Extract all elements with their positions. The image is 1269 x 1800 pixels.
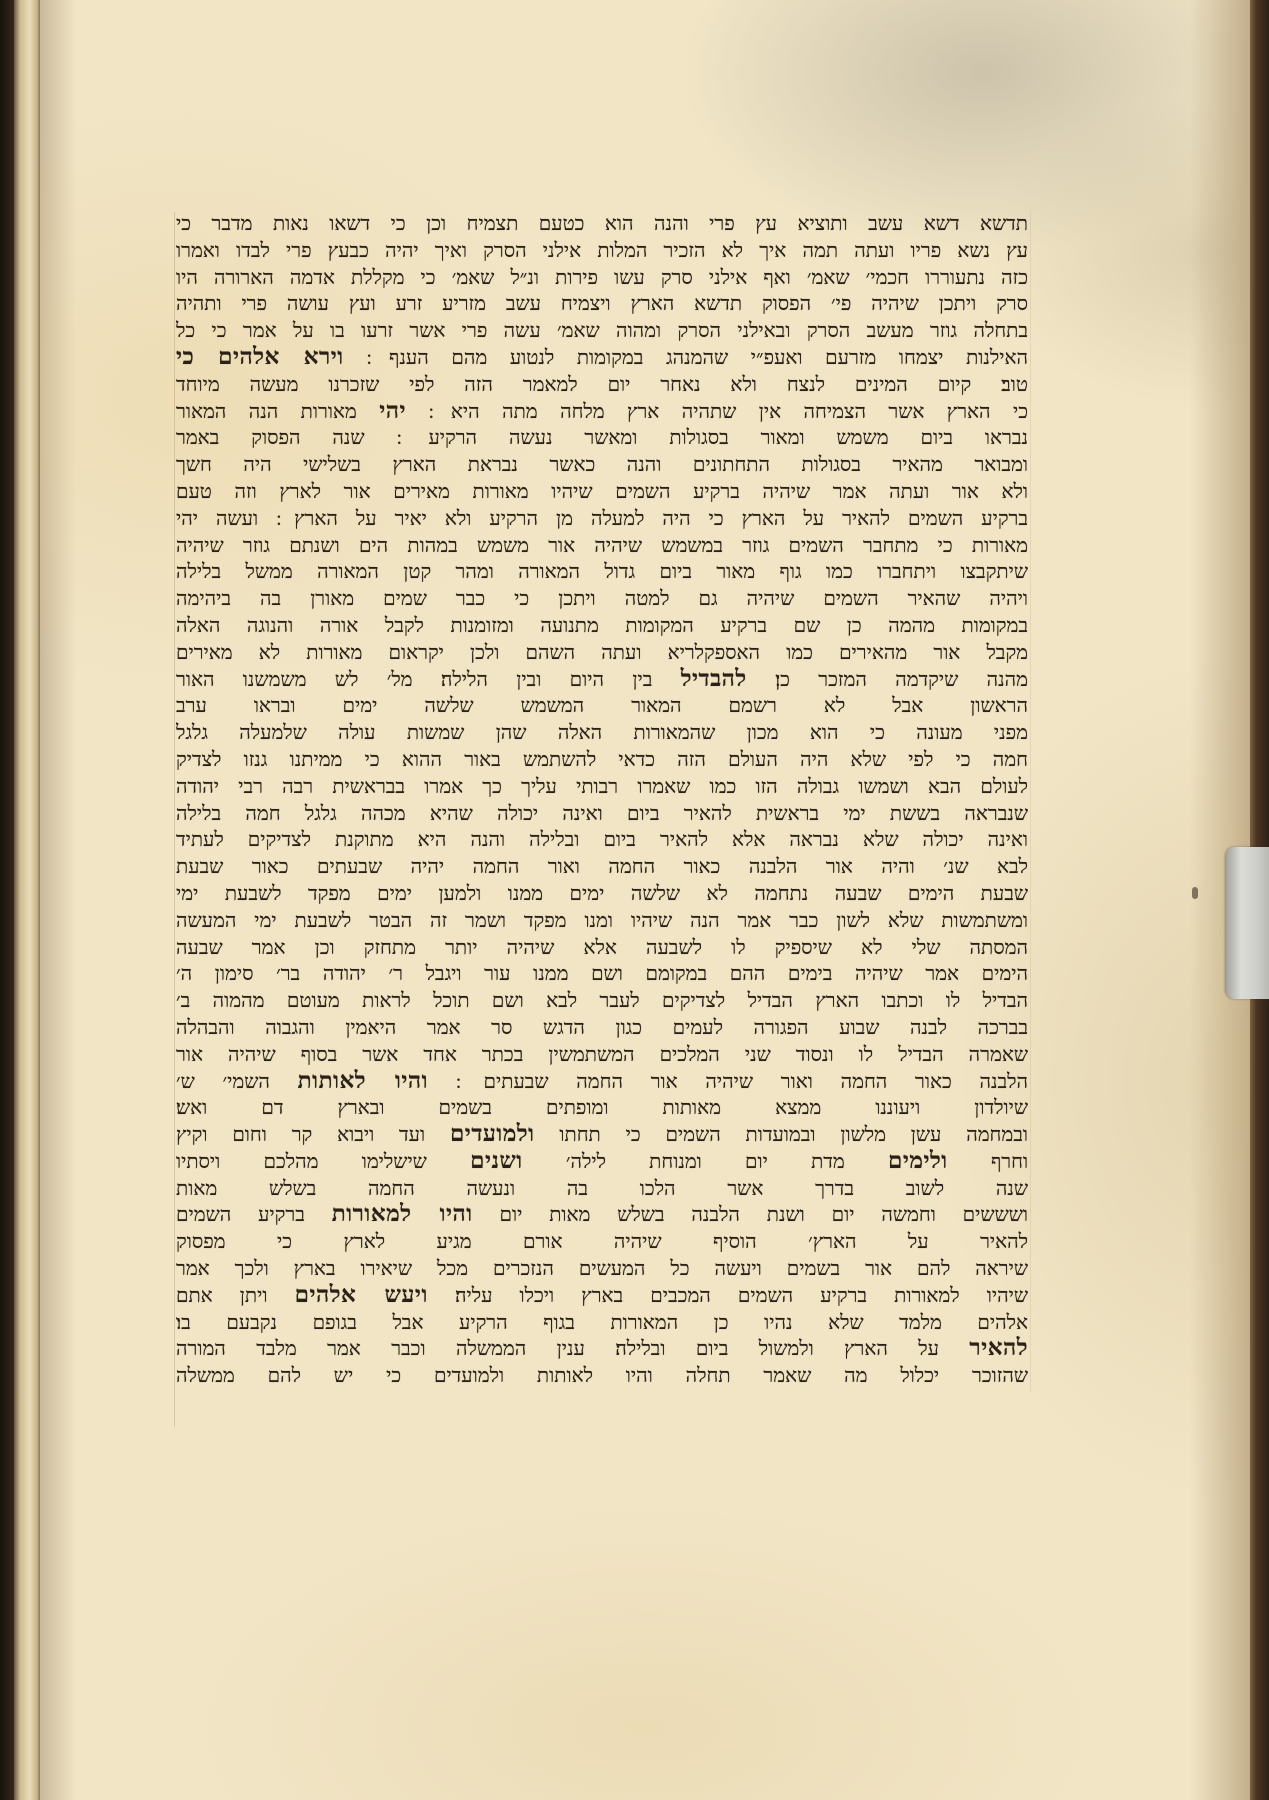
text-line bbox=[176, 827, 1028, 854]
text-span: לארץ כי מפסוק bbox=[176, 1231, 386, 1254]
lemma-heading: והיו למאורות bbox=[331, 1202, 473, 1227]
text-span: דם ואש׃ bbox=[176, 1097, 284, 1120]
lemma-heading: להאיר bbox=[969, 1336, 1028, 1361]
text-line bbox=[176, 801, 1028, 828]
lemma-heading: ולימים bbox=[888, 1148, 948, 1173]
text-span: שיולדון ויעוננו ממצא מאותות ומופתים בשמים ובארץ bbox=[337, 1097, 1028, 1120]
text-span: מאורות כי מתחבר השמים גוזר במשמש שיהיה אור משמש במהות הים ושנתם גוזר שיהיה bbox=[176, 534, 1028, 557]
text-span: תדשא דשא עשב ותוציא עץ פרי והנה הוא כטעם תצמיח וכן כי דשאו נאות מדבר כי bbox=[176, 213, 1028, 235]
text-line bbox=[176, 613, 1028, 640]
text-line bbox=[176, 479, 1028, 506]
lemma-heading: והיו לאותות bbox=[297, 1068, 429, 1093]
text-line bbox=[176, 1310, 1028, 1337]
page-curl-edge bbox=[14, 0, 42, 1800]
text-span: מדת יום ומנוחת לילה׳ bbox=[565, 1150, 845, 1173]
text-line bbox=[176, 559, 1028, 586]
text-span: ושששים וחמשה יום ושנת הלבנה בשלש מאות יום bbox=[499, 1204, 1028, 1227]
text-span: מקבל אור מהאירים כמו האספקלריא ועתה השהם ולכן יקראום מאורות לא מאירים bbox=[176, 641, 1028, 664]
text-span: ויתן אתם bbox=[176, 1284, 268, 1307]
text-span: לעולם הבא ושמשו גבולה הזו כמו שאמרו רבותי עליך כך אמרו בבראשית רבה רבי יהודה bbox=[176, 775, 1028, 798]
text-line bbox=[176, 291, 1028, 318]
text-span: שנה הפסוק באמר bbox=[176, 427, 365, 450]
ruling-line-left bbox=[174, 212, 175, 1427]
text-span: הבדיל לו וכתבו הארץ הבדיל לצדיקים לעבר לבא ושם תוכל לראות מעוטם מהמוה ב׳ bbox=[176, 990, 1028, 1013]
text-span: שאמרה הבדיל לו ונסוד שני המלכים המשתמשין בכתר אחד אשר בסוף שיהיה אור bbox=[176, 1043, 1028, 1066]
text-line bbox=[176, 452, 1028, 479]
text-span: שהזוכר יכלול מה שאמר תחלה והיו לאותות ולמועדים כי יש להם ממשלה bbox=[176, 1365, 1028, 1388]
text-line bbox=[176, 506, 1028, 533]
text-span: שיתקבצו ויתחברו כמו גוף מאור ביום גדול המאורה ומהר קטן המאורה ממשל בלילה bbox=[176, 561, 1028, 584]
text-span: הימים אמר שיהיה בימים ההם במקומם ושם ממנו עור ויגבל ר׳ יהודה בר׳ סימון ה׳ bbox=[176, 963, 1028, 986]
text-span: במקומות מהמה כן שם ברקיע המקומות מתנועה ומזומנות לקבל אורה והנוגה האלה bbox=[176, 614, 1028, 637]
text-line bbox=[176, 693, 1028, 720]
text-span: ברקיע השמים להאיר על הארץ כי היה למעלה מן הרקיע ולא יאיר על הארץ ׃ ועשה יהי bbox=[176, 507, 1028, 530]
text-span: ויהיה שהאיר השמים שיהיה גם למטה ויתכן כי כבר שמים מאורן בה ביהימה bbox=[176, 588, 1028, 611]
text-line bbox=[176, 372, 1028, 399]
text-line bbox=[176, 908, 1028, 935]
text-line bbox=[176, 238, 1028, 265]
text-line bbox=[176, 586, 1028, 613]
text-span: המסתה שלי לא שיספיק לו לשבעה אלא שיהיה יותר מתחזק וכן אמר שבעה bbox=[176, 936, 1028, 959]
text-line bbox=[176, 720, 1028, 747]
text-span: הלכו בה ונעשה החמה בשלש מאות bbox=[176, 1177, 676, 1200]
text-span: ועד ויבוא קר וחום וקיץ bbox=[176, 1124, 426, 1147]
lemma-heading: ויעש אלהים bbox=[294, 1282, 428, 1307]
text-span: שנה bbox=[995, 1177, 1028, 1200]
text-span: שישלימו מהלכם ויסתיו bbox=[176, 1150, 427, 1173]
text-span: חמה כי לפי שלא היה העולם הזה כדאי להשתמש באור ההוא כי ממיתנו גנזו לצדיק bbox=[176, 748, 1028, 771]
text-span: עץ נשא פריו ועתה תמה איך לא הזכיר המלות אילני הסרק ואיך יהיה כבעץ פרי לבדו ואמרו bbox=[176, 239, 1028, 262]
text-span: מאורות הנה המאור bbox=[176, 400, 357, 423]
text-span: וחרף bbox=[990, 1150, 1028, 1173]
lemma-heading: ולמועדים bbox=[449, 1122, 535, 1147]
text-span: להאיר על הארץ׳ הוסיף שיהיה אורם מגיע bbox=[436, 1231, 1028, 1254]
text-line bbox=[176, 988, 1028, 1015]
text-line bbox=[176, 961, 1028, 988]
text-span: על הארץ ולמשול ביום ובלילה׃ ענין הממשלה וכבר אמר מלבד המורה bbox=[176, 1338, 939, 1361]
lemma-heading: יהי bbox=[379, 398, 407, 423]
text-span: כזה נתעוררו חכמי׳ שאמ׳ ואף אילני סרק עשו פירות ונ״ל שאמ׳ כי מקללת אדמה הארורה היו bbox=[176, 266, 1028, 289]
text-line bbox=[176, 881, 1028, 908]
text-line bbox=[176, 1122, 1028, 1149]
text-span: טוב׃ קיום המינים לנצח ולא נאחר יום למאמר הזה לפי שזכרנו מעשה מיוחד bbox=[176, 373, 1028, 396]
ink-mark bbox=[1192, 887, 1198, 899]
text-line bbox=[176, 533, 1028, 560]
manuscript-text-block bbox=[176, 211, 1028, 1390]
text-line bbox=[176, 854, 1028, 881]
text-line bbox=[176, 935, 1028, 962]
text-span: נבראו ביום משמש ומאור בסגולות ומאשר נעשה הרקיע ׃ bbox=[396, 427, 1028, 450]
text-span: הראשון אבל לא רשמם המאור bbox=[631, 695, 1028, 718]
text-line bbox=[176, 1256, 1028, 1283]
text-span: שנבראה בששת ימי בראשית להאיר ביום ואינה יכולה שהיא מכהה גלגל חמה בלילה bbox=[176, 802, 1028, 825]
text-span: ומשתמשות שלא לשון כבר אמר הנה שיהיו ומנו מפקד ושמר זה הבטר לשבעת ימי המעשה bbox=[176, 909, 1028, 932]
text-span: אלהים מלמד שלא נהיו כן המאורות בגוף הרקיע אבל בגופם bbox=[312, 1311, 1028, 1334]
text-line bbox=[176, 265, 1028, 292]
text-line bbox=[176, 1069, 1028, 1096]
text-line bbox=[176, 425, 1028, 452]
text-span: נקבעם בו׃ bbox=[176, 1311, 277, 1334]
text-span: בתחלה גוזר מעשב הסרק ובאילני הסרק ומהוה שאמ׳ עשה פרי אשר זרעו בו על אמר כי כל bbox=[176, 320, 1028, 343]
text-line bbox=[176, 318, 1028, 345]
text-line bbox=[176, 774, 1028, 801]
text-span: ולא אור ועתה אמר שיהיה ברקיע השמים שיהיו מאורות מאירים אור לארץ וזה טעם bbox=[176, 480, 1028, 503]
text-span: כי הארץ אשר הצמיחה אין שתהיה ארץ מלחה מתה היא ׃ bbox=[428, 400, 1028, 423]
text-span: שיהיו למאורות ברקיע השמים המכבים בארץ ויכלו עליה׃ bbox=[455, 1284, 1028, 1307]
text-line bbox=[176, 667, 1028, 694]
text-line bbox=[176, 1149, 1028, 1176]
text-span: מפני מעונה כי הוא מכון שהמאורות האלה שהן שמשות עולה שלמעלה גלגל bbox=[176, 722, 1028, 745]
text-line bbox=[176, 211, 1028, 238]
text-span: מהנה שיקדמה המזכר כן׃ bbox=[775, 668, 1028, 691]
text-span: בין היום ובין הלילה׃ מל׳ לש משמשנו האור bbox=[176, 668, 653, 691]
text-span: שבעת הימים שבעה נתחמה לא שלשה ימים ממנו ולמען ימים מפקד לשבעת ימי bbox=[176, 882, 1028, 905]
text-span: שיראה להם אור בשמים ויעשה כל המעשים הנזכרים מכל שיאירו בארץ ולכך אמר bbox=[176, 1258, 1028, 1281]
text-span: האילנות יצמחו מזרעם ואעפ״י שהמנהג במקומות לנטוע מהם הענף ׃ bbox=[366, 346, 1028, 369]
text-span: לבא שנ׳ והיה אור הלבנה כאור החמה ואור החמה יהיה שבעתים כאור שבעת bbox=[176, 856, 1028, 879]
text-line bbox=[176, 1015, 1028, 1042]
lemma-heading: להבדיל bbox=[680, 666, 747, 691]
text-line bbox=[176, 1283, 1028, 1310]
text-line bbox=[176, 1176, 1028, 1203]
text-span: ומבואר מהאיר בסגולות התחתונים והנה כאשר נבראת הארץ בשלישי היה חשך bbox=[176, 454, 1028, 477]
text-span: ובמחמה עשן מלשון ובמועדות השמים כי תחתו bbox=[559, 1124, 1028, 1147]
text-line bbox=[176, 1042, 1028, 1069]
text-span: הלבנה כאור החמה ואור שיהיה אור החמה שבעתים ׃ bbox=[455, 1070, 1028, 1093]
text-line bbox=[176, 399, 1028, 426]
text-line bbox=[176, 1095, 1028, 1122]
text-span: סרק ויתכן שיהיה פי׳ הפסוק תדשא הארץ ויצמיח עשב מזריע זרע ועץ עושה פרי ותהיה bbox=[176, 293, 1028, 316]
text-line bbox=[176, 1229, 1028, 1256]
text-span: בברכה לבנה שבוע הפגורה לעמים כגון הדגש סר אמר היאמין והגבוה והבהלה bbox=[176, 1016, 1028, 1039]
text-span: השמי׳ ש׳ bbox=[176, 1070, 270, 1093]
text-line bbox=[176, 747, 1028, 774]
text-line bbox=[176, 1363, 1028, 1390]
text-line bbox=[176, 1202, 1028, 1229]
text-span: המשמש שלשה ימים ובראו ערב bbox=[176, 695, 585, 718]
ruling-line-right bbox=[1030, 212, 1031, 1392]
lemma-heading: וירא אלהים כי bbox=[176, 344, 344, 369]
bookmark-tab bbox=[1226, 847, 1269, 999]
text-span: לשוב בדרך אשר bbox=[727, 1177, 945, 1200]
text-line bbox=[176, 345, 1028, 372]
text-line bbox=[176, 640, 1028, 667]
text-span: ברקיע השמים bbox=[176, 1204, 305, 1227]
text-line bbox=[176, 1336, 1028, 1363]
text-span: ואינה יכולה שלא נבראה אלא להאיר ביום ובלילה והנה היא מתוקנת לצדיקים לעתיד bbox=[176, 829, 1028, 852]
lemma-heading: ושנים bbox=[470, 1148, 523, 1173]
